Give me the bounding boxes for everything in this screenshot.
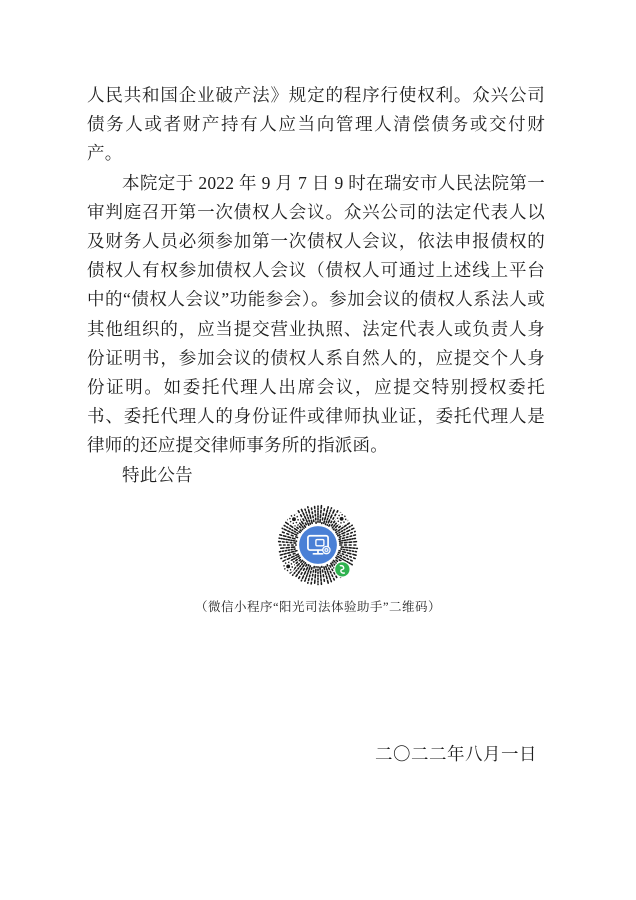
document-date: 二〇二二年八月一日 — [375, 744, 537, 764]
qr-code-image — [276, 503, 360, 587]
monitor-icon — [299, 526, 337, 564]
qr-locator-gear-top-left — [288, 513, 301, 526]
qr-locator-gear-top-right — [335, 512, 348, 525]
body-paragraph-continuation: 人民共和国企业破产法》规定的程序行使权利。众兴公司债务人或者财产持有人应当向管理人清偿债务或交付财产。 — [87, 85, 545, 164]
body-paragraph-main: 本院定于 2022 年 9 月 7 日 9 时在瑞安市人民法院第一审判庭召开第一次债权人会议。众兴公司的法定代表人以及财务人员必须参加第一次债权人会议，依法申报债权的债权人有权参加债权人会议（债权人可通过上述线上平台中的“债权人会议”功能参会）。参加会议的债权人系法人或其他组织的，应当提交营业执照、法定代表人或负责人身份证明书，参加会议的债权人系自然人的，应提交个人身份证明。如委托代理人出席会议，应提交特别授权委托书、委托代理人的身份证件或律师执业证，委托代理人是律师的还应提交律师事务所的指派函。 — [87, 172, 545, 456]
qr-locator-gear-bottom-left — [282, 560, 295, 573]
wechat-icon — [335, 562, 350, 577]
closing-statement: 特此公告 — [122, 464, 193, 485]
qr-block — [0, 503, 636, 615]
document-body — [87, 81, 545, 490]
qr-caption: （微信小程序“阳光司法体验助手”二维码） — [194, 600, 442, 614]
